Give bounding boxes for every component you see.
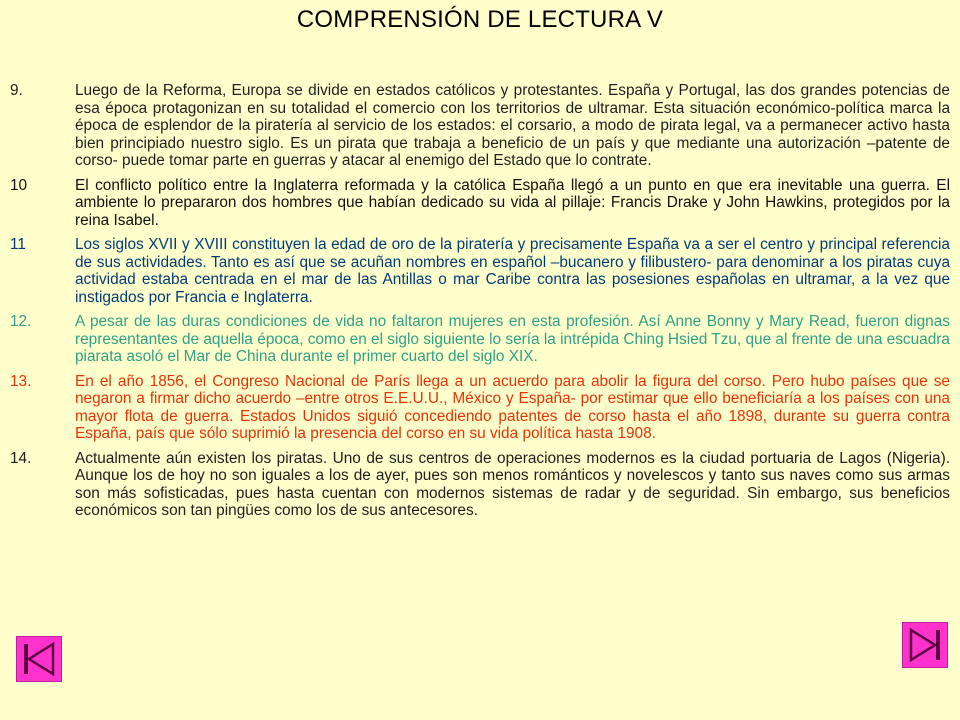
item-text: En el año 1856, el Congreso Nacional de París llega a un acuerdo para abolir la figura del corso. Pero hubo países que se negaron a firmar dicho acuerdo –entre otros E.E.U.U., México y España- por estimar que ello beneficiaría a los países con una mayor flota de guerra. Estados Unidos siguió concediendo patentes de corso hasta el año 1898, durante su guerra contra España, país que sólo suprimió la presencia del corso en su vida política hasta 1908.	[75, 372, 950, 442]
paragraph-item-14	[0, 450, 960, 520]
item-text: Luego de la Reforma, Europa se divide en estados católicos y protestantes. España y Portugal, las dos grandes potencias de esa época protagonizan en su totalidad el comercio con los territorios de ultramar. Esta situación económico-política marca la época de esplendor de la piratería al servicio de los estados: el corsario, a modo de pirata legal, va a permanecer activo hasta bien principiado nuestro siglo. Es un pirata que trabaja a beneficio de un país y que mediante una autorización –patente de corso- puede tomar parte en guerras y atacar al enemigo del Estado que lo contrate.	[75, 82, 950, 169]
paragraph-item-12	[0, 313, 960, 366]
item-number: 14.	[10, 449, 32, 467]
reading-items	[0, 82, 960, 527]
page-title: COMPRENSIÓN DE LECTURA V	[296, 6, 664, 33]
item-text: Los siglos XVII y XVIII constituyen la edad de oro de la piratería y precisamente España va a ser el centro y principal referencia de sus actividades. Tanto es así que se acuñan nombres en español –bucanero y filibustero- para denominar a los piratas cuya actividad estaba centrada en el mar de las Antillas o mar Caribe contra las posesiones españolas en ultramar, a la vez que instigados por Francia e Inglaterra.	[75, 236, 950, 306]
paragraph-item-10	[0, 177, 960, 230]
item-text: A pesar de las duras condiciones de vida no faltaron mujeres en esta profesión. Así Anne Bonny y Mary Read, fueron dignas representantes de aquella época, como en el siglo siguiente lo sería la intrépida Ching Hsied Tzu, que al frente de una escuadra piarata asoló el Mar de China durante el primer cuarto del siglo XIX.	[75, 313, 950, 365]
item-text: Actualmente aún existen los piratas. Uno de sus centros de operaciones modernos es la ciudad portuaria de Lagos (Nigeria). Aunque los de hoy no son iguales a los de ayer, pues son menos románticos y novelescos y tanto sus naves como sus armas son más sofisticadas, pues hasta cuentan con modernos sistemas de radar y de seguridad. Sin embargo, sus beneficios económicos son tan pingües como los de sus antecesores.	[75, 449, 950, 519]
item-number: 9.	[10, 82, 23, 99]
skip-forward-icon	[903, 623, 947, 667]
item-number: 10	[10, 176, 28, 194]
paragraph-item-9	[0, 82, 960, 170]
item-number: 13.	[10, 372, 32, 390]
item-number: 12.	[10, 313, 32, 330]
paragraph-item-11	[0, 236, 960, 306]
item-number: 11	[10, 236, 26, 253]
next-slide-button[interactable]	[902, 622, 948, 668]
skip-back-icon	[17, 637, 61, 681]
item-text: El conflicto político entre la Inglaterra reformada y la católica España llegó a un punto en que era inevitable una guerra. El ambiente lo prepararon dos hombres que habían dedicado su vida al pillaje: Francis Drake y John Hawkins, protegidos por la reina Isabel.	[75, 176, 950, 229]
paragraph-item-13	[0, 373, 960, 443]
previous-slide-button[interactable]	[16, 636, 62, 682]
